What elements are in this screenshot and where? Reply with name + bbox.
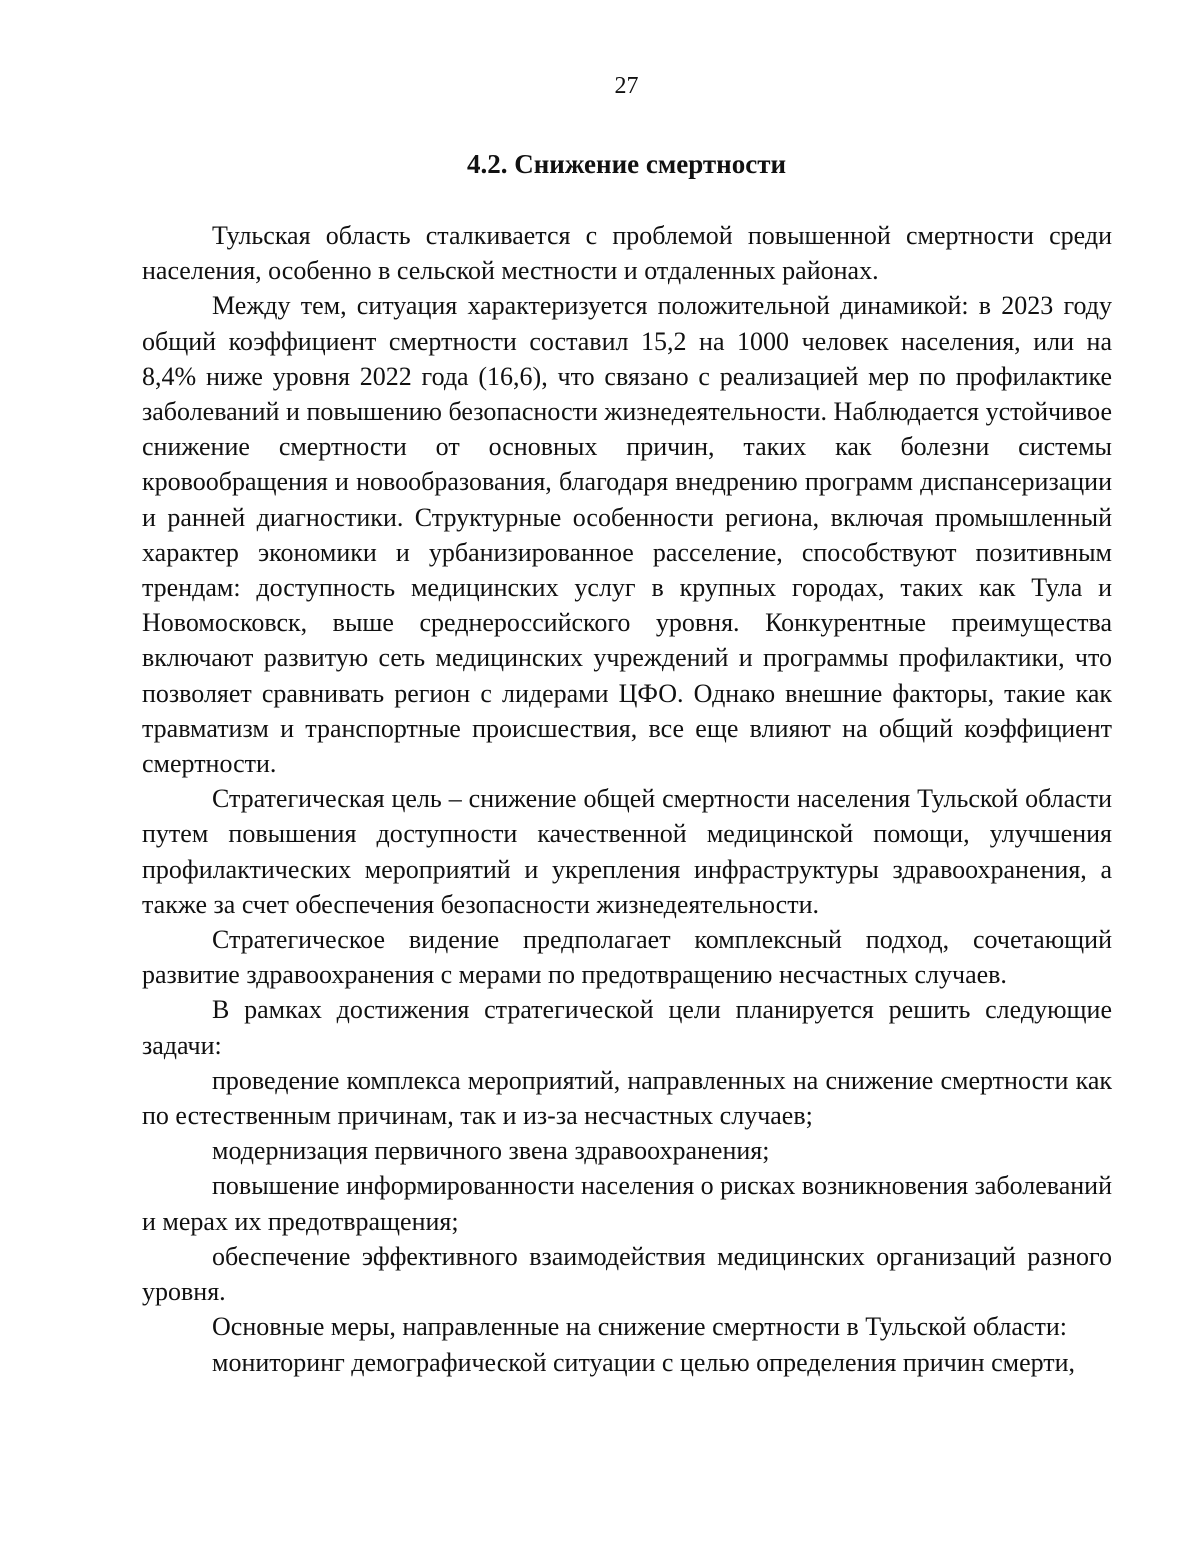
body-text xyxy=(142,218,1112,1380)
paragraph-dynamics: Между тем, ситуация характеризуется положительной динамикой: в 2023 году общий коэффициент смертности составил 15,2 на 1000 человек населения, или на 8,4% ниже уровня 2022 года (16,6), что связано с реализацией мер по профилактике заболеваний и повышению безопасности жизнедеятельности. Наблюдается устойчивое снижение смертности от основных причин, таких как болезни системы кровообращения и новообразования, благодаря внедрению программ диспансеризации и ранней диагностики. Структурные особенности региона, включая промышленный характер экономики и урбанизированное расселение, способствуют позитивным трендам: доступность медицинских услуг в крупных городах, таких как Тула и Новомосковск, выше среднероссийского уровня. Конкурентные преимущества включают развитую сеть медицинских учреждений и программы профилактики, что позволяет сравнивать регион с лидерами ЦФО. Однако внешние факторы, такие как травматизм и транспортные происшествия, все еще влияют на общий коэффициент смертности. xyxy=(142,291,1112,779)
section-heading: 4.2. Снижение смертности xyxy=(466,149,787,179)
task-item: модернизация первичного звена здравоохранения; xyxy=(212,1136,770,1166)
paragraph-intro: Тульская область сталкивается с проблемой повышенной смертности среди населения, особенно в сельской местности и отдаленных районах. xyxy=(142,221,1112,286)
task-item: проведение комплекса мероприятий, направленных на снижение смертности как по естественным причинам, так и из-за несчастных случаев; xyxy=(142,1065,1112,1131)
page-number: 27 xyxy=(614,73,639,99)
paragraph-strategic-goal: Стратегическая цель – снижение общей смертности населения Тульской области путем повышения доступности качественной медицинской помощи, улучшения профилактических мероприятий и укрепления инфраструктуры здравоохранения, а также за счет обеспечения безопасности жизнедеятельности. xyxy=(142,784,1112,919)
measure-item: мониторинг демографической ситуации с целью определения причин смерти, xyxy=(212,1347,1076,1377)
paragraph-measures-intro: Основные меры, направленные на снижение смертности в Тульской области: xyxy=(212,1312,1067,1342)
task-item: обеспечение эффективного взаимодействия медицинских организаций разного уровня. xyxy=(142,1241,1112,1307)
paragraph-strategic-vision: Стратегическое видение предполагает комплексный подход, сочетающий развитие здравоохранения с мерами по предотвращению несчастных случаев. xyxy=(142,925,1112,990)
paragraph-tasks-intro: В рамках достижения стратегической цели планируется решить следующие задачи: xyxy=(142,995,1112,1060)
task-item: повышение информированности населения о рисках возникновения заболеваний и мерах их предотвращения; xyxy=(142,1171,1113,1236)
